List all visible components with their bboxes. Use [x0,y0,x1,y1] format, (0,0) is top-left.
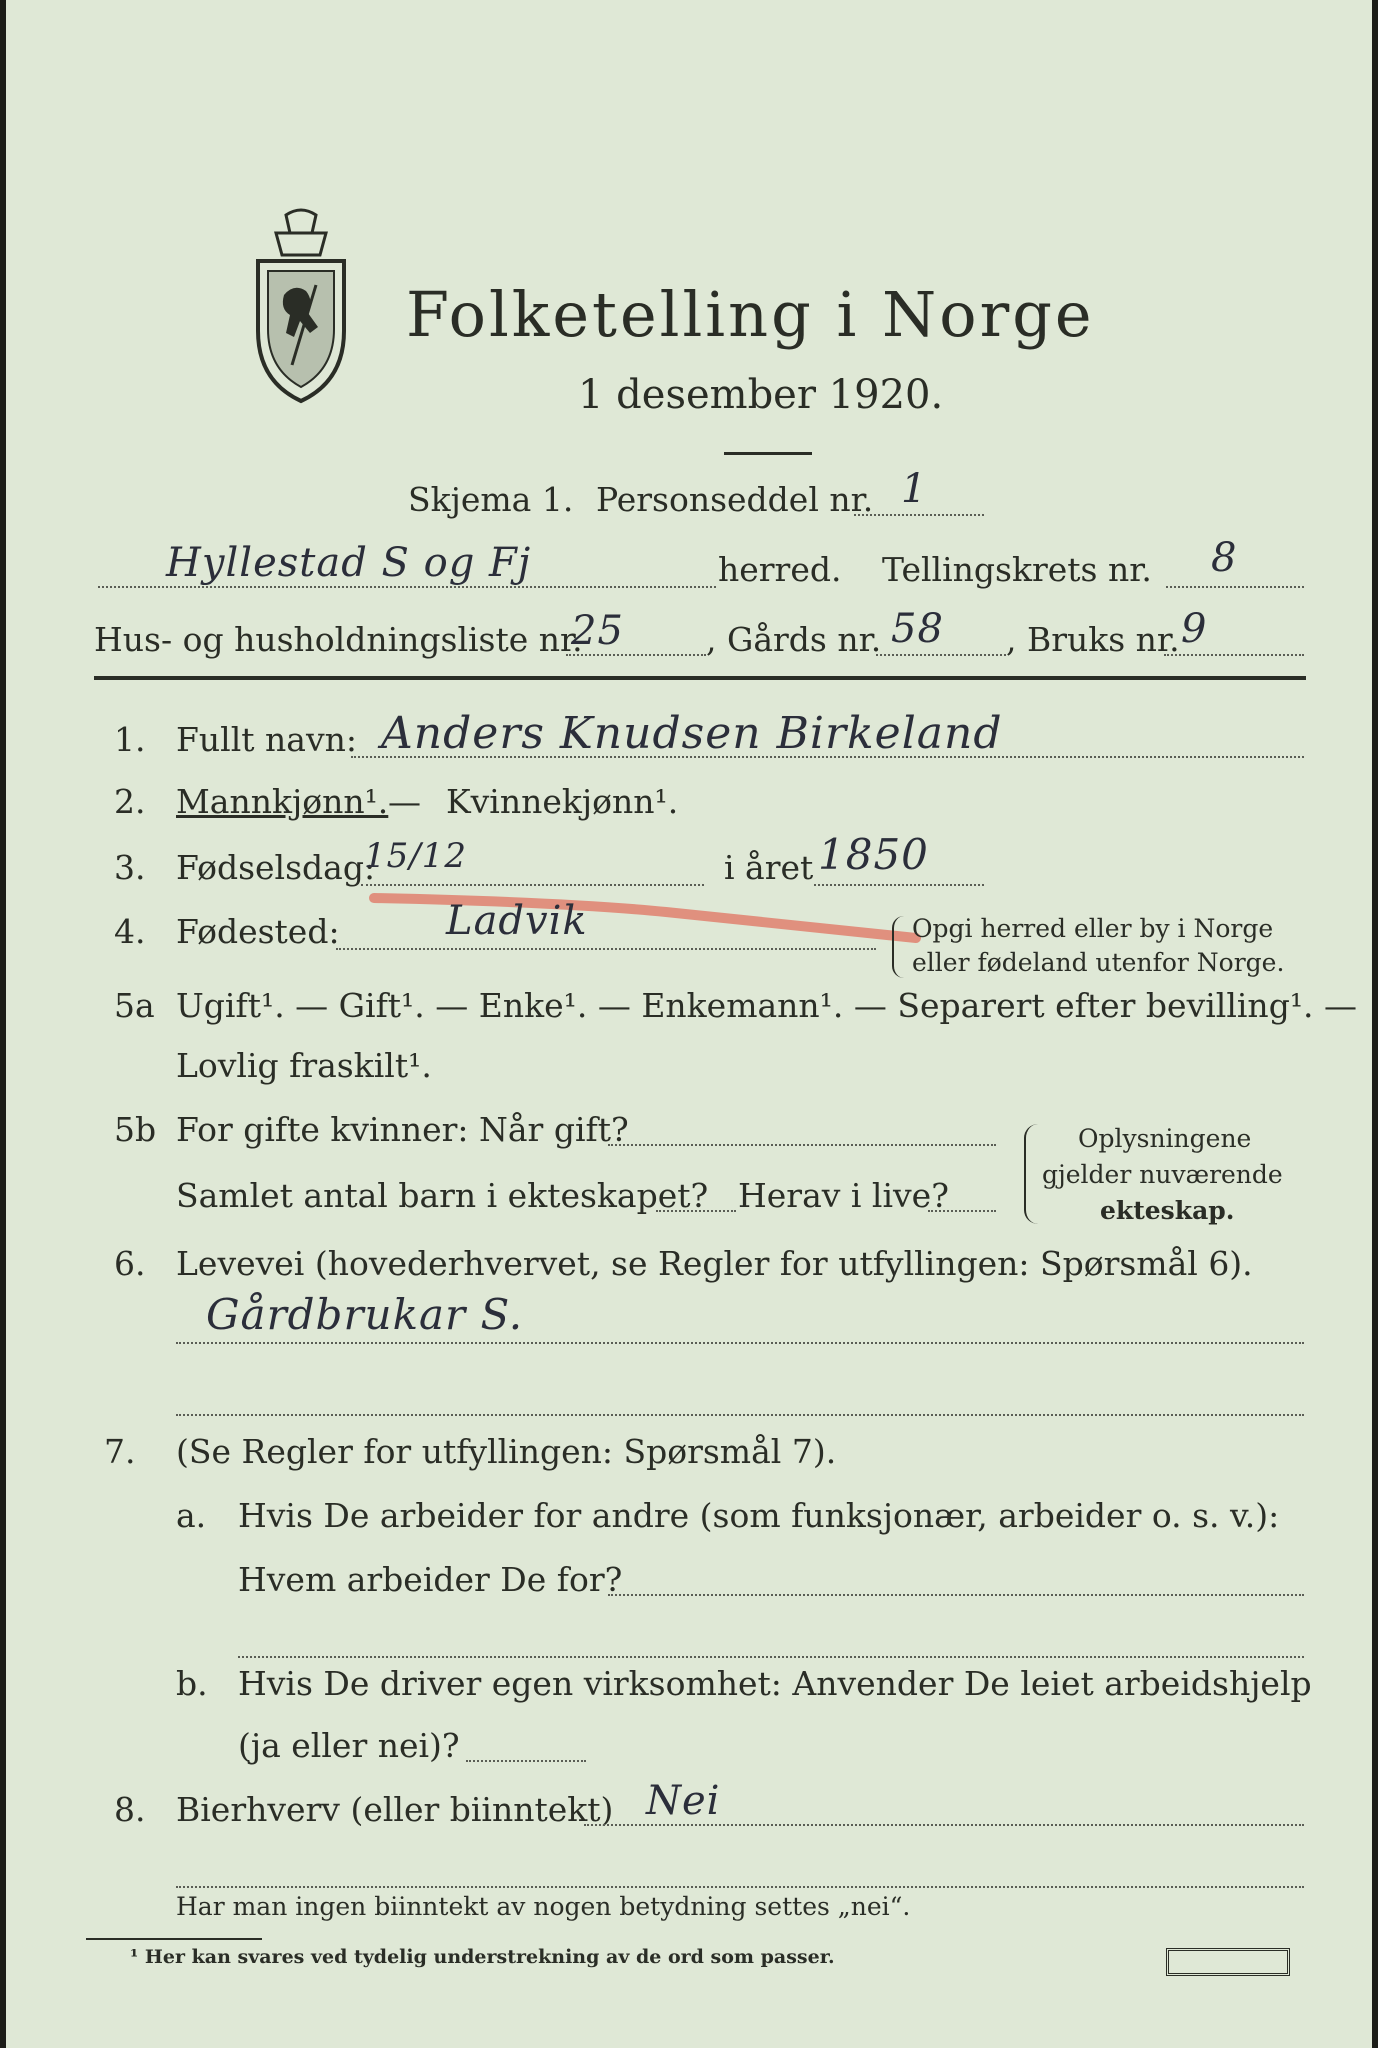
full-name-value: Anders Knudsen Birkeland [381,708,1003,759]
q5b-children-label: Samlet antal barn i ekteskapet? [176,1176,709,1215]
q7a-line1: Hvis De arbeider for andre (som funksjonær, arbeider o. s. v.): [238,1496,1280,1535]
occupation-value: Gårdbrukar S. [206,1290,524,1339]
occupation-field-line2[interactable] [176,1414,1304,1416]
q4-note-brace [892,916,904,978]
q3-number: 3. [114,848,146,887]
bruks-label: , Bruks nr. [1006,620,1180,659]
q6-number: 6. [114,1244,146,1283]
q7-number: 7. [104,1432,136,1471]
tellingskrets-field[interactable] [1166,586,1304,588]
bruks-field[interactable] [1164,654,1304,656]
form-title: Folketelling i Norge [406,278,1095,351]
q7b-line1: Hvis De driver egen virksomhet: Anvender De leiet arbeidshjelp [238,1664,1312,1703]
q5b-number: 5b [114,1110,157,1149]
sex-female-option[interactable]: Kvinnekjønn¹. [446,782,679,821]
printer-stamp [1166,1948,1290,1976]
q5b-line1: For gifte kvinner: Når gift? [176,1110,629,1149]
personseddel-label: Personseddel nr. [596,480,874,519]
q4-label: Fødested: [176,912,340,951]
tellingskrets-label: Tellingskrets nr. [882,550,1152,589]
q7a-line2: Hvem arbeider De for? [238,1560,623,1599]
coat-of-arms-icon [246,205,356,405]
secondary-income-field[interactable] [584,1824,1304,1826]
q8-label: Bierhverv (eller biinntekt) [176,1790,614,1829]
sex-male-option[interactable]: Mannkjønn¹. [176,782,389,821]
q4-number: 4. [114,912,146,951]
q6-label: Levevei (hovederhvervet, se Regler for utfyllingen: Spørsmål 6). [176,1244,1253,1283]
hus-field[interactable] [566,654,706,656]
herred-label: herred. [718,550,842,589]
q7-label: (Se Regler for utfyllingen: Spørsmål 7). [176,1432,837,1471]
q1-number: 1. [114,720,146,759]
schema-label: Skjema 1. [408,480,574,519]
q7a-letter: a. [176,1496,207,1535]
children-total-field[interactable] [656,1210,736,1212]
birthplace-field[interactable] [336,948,876,950]
gards-field[interactable] [876,654,1006,656]
bruks-value: 9 [1181,606,1208,652]
q5b-alive-label: Herav i live? [738,1176,949,1215]
q3-label: Fødselsdag: [176,848,376,887]
gards-label: , Gårds nr. [706,620,882,659]
q4-note-line1: Opgi herred eller by i Norge [912,914,1274,943]
personseddel-field[interactable] [854,514,984,516]
q7b-line2: (ja eller nei)? [238,1726,460,1765]
q5b-note-line1: Oplysningene [1078,1124,1252,1153]
footnote: ¹ Her kan svares ved tydelig understrekning av de ord som passer. [130,1946,835,1968]
secondary-income-value: Nei [646,1778,721,1824]
header-divider [94,676,1306,680]
hus-label: Hus- og husholdningsliste nr. [94,620,583,659]
marital-status-options[interactable]: Ugift¹. — Gift¹. — Enke¹. — Enkemann¹. — Separert efter bevilling¹. — [176,986,1358,1025]
q5b-note-brace [1024,1124,1038,1224]
income-note: Har man ingen biinntekt av nogen betydning settes „nei“. [176,1892,911,1921]
herred-field[interactable] [98,586,716,588]
married-when-field[interactable] [608,1144,996,1146]
children-alive-field[interactable] [928,1210,996,1212]
q5b-note-line2: gjelder nuværende [1042,1160,1283,1189]
hus-value: 25 [571,608,624,654]
hired-help-field[interactable] [466,1760,586,1762]
q4-note-line2: eller fødeland utenfor Norge. [912,948,1285,977]
gards-value: 58 [891,606,944,652]
q3-year-label: i året [724,848,814,887]
form-subtitle: 1 desember 1920. [578,372,944,418]
footnote-divider [86,1938,262,1940]
secondary-income-field-line2[interactable] [176,1886,1304,1888]
herred-value: Hyllestad S og Fj [166,540,532,586]
q7b-letter: b. [176,1664,208,1703]
q5b-note-line3: ekteskap. [1100,1196,1235,1225]
census-form [6,0,1372,2048]
q8-number: 8. [114,1790,146,1829]
birthyear-value: 1850 [818,830,929,879]
q5a-number: 5a [114,986,155,1025]
employer-field-line2[interactable] [238,1656,1304,1658]
title-divider [724,452,812,455]
q1-label: Fullt navn: [176,720,357,759]
q2-separator: — [388,782,421,821]
employer-field[interactable] [608,1594,1304,1596]
birthplace-value: Ladvik [446,898,588,944]
marital-status-divorced[interactable]: Lovlig fraskilt¹. [176,1046,432,1085]
occupation-field[interactable] [176,1342,1304,1344]
personseddel-value: 1 [901,466,928,512]
q2-number: 2. [114,782,146,821]
birthdate-value: 15/12 [364,836,467,876]
tellingskrets-value: 8 [1211,535,1238,581]
